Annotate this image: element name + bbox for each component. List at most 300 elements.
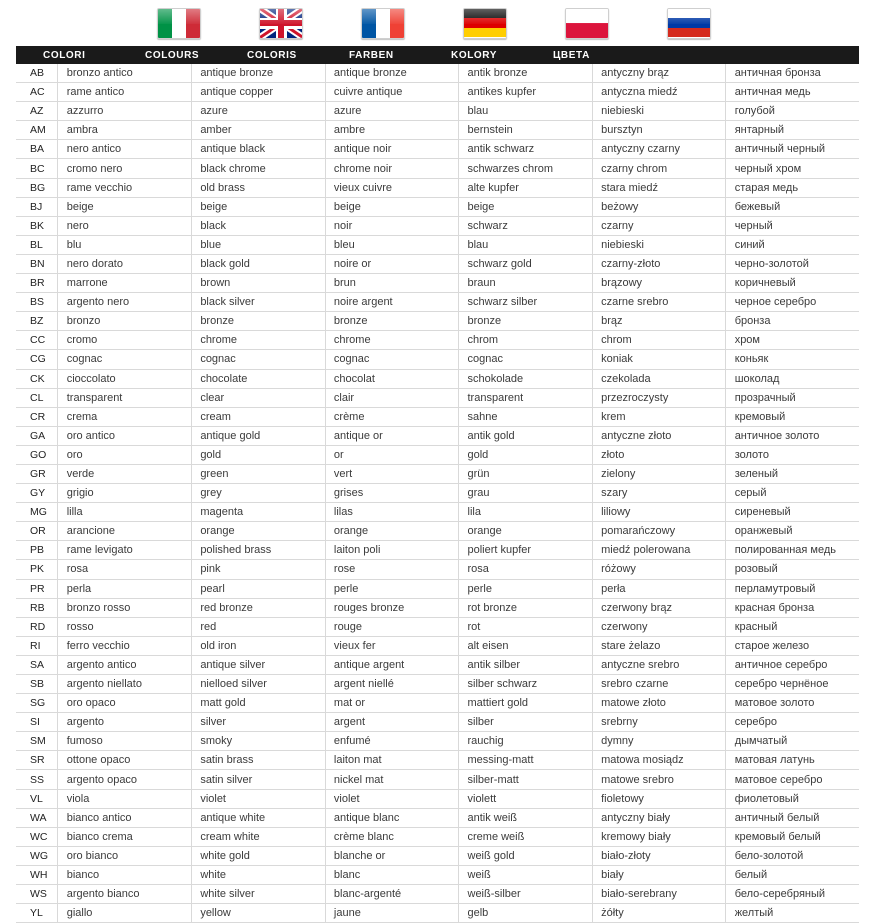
color-name-french: antique or bbox=[327, 426, 459, 445]
color-name-polish: biało-złoty bbox=[594, 846, 726, 865]
color-name-french: antique argent bbox=[327, 655, 459, 674]
table-row bbox=[16, 904, 859, 923]
color-name-polish: matowe złoto bbox=[594, 694, 726, 713]
color-name-french: bleu bbox=[327, 235, 459, 254]
color-name-english: satin brass bbox=[193, 751, 325, 770]
color-name-german: antikes kupfer bbox=[461, 83, 593, 102]
color-name-russian: античное золото bbox=[728, 426, 859, 445]
color-name-french: jaune bbox=[327, 904, 459, 923]
table-row bbox=[16, 617, 859, 636]
color-name-english: antique bronze bbox=[193, 64, 325, 83]
color-name-russian: коричневый bbox=[728, 274, 859, 293]
color-name-french: antique noir bbox=[327, 140, 459, 159]
color-code: SA bbox=[16, 655, 58, 674]
color-name-polish: złoto bbox=[594, 445, 726, 464]
color-name-italian: rame vecchio bbox=[60, 178, 192, 197]
color-name-polish: srebro czarne bbox=[594, 675, 726, 694]
color-name-polish: bursztyn bbox=[594, 121, 726, 140]
color-name-english: magenta bbox=[193, 503, 325, 522]
color-code: BR bbox=[16, 274, 58, 293]
table-row bbox=[16, 254, 859, 273]
color-name-italian: bianco antico bbox=[60, 808, 192, 827]
color-code: BZ bbox=[16, 312, 58, 331]
table-row bbox=[16, 713, 859, 732]
color-name-german: perle bbox=[461, 579, 593, 598]
color-name-english: old brass bbox=[193, 178, 325, 197]
color-name-english: grey bbox=[193, 484, 325, 503]
color-name-german: blau bbox=[461, 235, 593, 254]
color-name-italian: rame levigato bbox=[60, 541, 192, 560]
color-name-polish: antyczny biały bbox=[594, 808, 726, 827]
color-name-english: matt gold bbox=[193, 694, 325, 713]
color-name-polish: czarny bbox=[594, 216, 726, 235]
color-name-polish: koniak bbox=[594, 350, 726, 369]
table-row bbox=[16, 732, 859, 751]
color-name-german: schokolade bbox=[461, 369, 593, 388]
color-name-russian: матовое серебро bbox=[728, 770, 859, 789]
color-name-german: grün bbox=[461, 464, 593, 483]
flag-cell-germany bbox=[434, 0, 536, 46]
header-kolory: KOLORY bbox=[451, 49, 498, 61]
color-name-italian: cromo nero bbox=[60, 159, 192, 178]
color-name-french: beige bbox=[327, 197, 459, 216]
color-code: SI bbox=[16, 713, 58, 732]
color-code: GR bbox=[16, 464, 58, 483]
color-name-german: poliert kupfer bbox=[461, 541, 593, 560]
table-row bbox=[16, 445, 859, 464]
color-name-german: schwarz bbox=[461, 216, 593, 235]
color-code: VL bbox=[16, 789, 58, 808]
flag-cell-italy bbox=[128, 0, 230, 46]
color-name-english: cognac bbox=[193, 350, 325, 369]
color-name-russian: серебро чернёное bbox=[728, 675, 859, 694]
color-name-italian: crema bbox=[60, 407, 192, 426]
color-name-russian: прозрачный bbox=[728, 388, 859, 407]
table-row bbox=[16, 216, 859, 235]
color-name-french: clair bbox=[327, 388, 459, 407]
color-name-italian: ferro vecchio bbox=[60, 636, 192, 655]
color-name-french: noire or bbox=[327, 254, 459, 273]
color-name-polish: stare żelazo bbox=[594, 636, 726, 655]
color-name-polish: czarny chrom bbox=[594, 159, 726, 178]
color-name-german: schwarz gold bbox=[461, 254, 593, 273]
flag-cell-france bbox=[332, 0, 434, 46]
color-name-russian: дымчатый bbox=[728, 732, 859, 751]
color-name-german: alte kupfer bbox=[461, 178, 593, 197]
color-name-italian: oro bbox=[60, 445, 192, 464]
color-name-russian: голубой bbox=[728, 102, 859, 121]
color-name-german: rot bbox=[461, 617, 593, 636]
color-name-italian: azzurro bbox=[60, 102, 192, 121]
table-row bbox=[16, 808, 859, 827]
color-name-french: argent bbox=[327, 713, 459, 732]
color-name-english: white bbox=[193, 865, 325, 884]
color-name-german: sahne bbox=[461, 407, 593, 426]
table-row bbox=[16, 770, 859, 789]
color-code: MG bbox=[16, 503, 58, 522]
color-name-german: blau bbox=[461, 102, 593, 121]
color-name-english: cream bbox=[193, 407, 325, 426]
color-name-polish: zielony bbox=[594, 464, 726, 483]
color-name-italian: viola bbox=[60, 789, 192, 808]
color-name-polish: czerwony brąz bbox=[594, 598, 726, 617]
color-name-english: cream white bbox=[193, 827, 325, 846]
table-row bbox=[16, 178, 859, 197]
france-flag-icon bbox=[361, 8, 405, 39]
color-name-german: silber bbox=[461, 713, 593, 732]
color-code: CG bbox=[16, 350, 58, 369]
color-name-russian: античный черный bbox=[728, 140, 859, 159]
color-name-polish: niebieski bbox=[594, 235, 726, 254]
colors-table bbox=[16, 64, 859, 923]
color-name-german: cognac bbox=[461, 350, 593, 369]
color-name-french: or bbox=[327, 445, 459, 464]
color-name-russian: черный хром bbox=[728, 159, 859, 178]
color-name-russian: античное серебро bbox=[728, 655, 859, 674]
table-row bbox=[16, 293, 859, 312]
color-name-french: antique bronze bbox=[327, 64, 459, 83]
color-name-french: laiton mat bbox=[327, 751, 459, 770]
color-name-russian: черный bbox=[728, 216, 859, 235]
color-name-italian: cioccolato bbox=[60, 369, 192, 388]
color-name-italian: argento niellato bbox=[60, 675, 192, 694]
table-row bbox=[16, 694, 859, 713]
color-name-french: argent niellé bbox=[327, 675, 459, 694]
color-name-german: transparent bbox=[461, 388, 593, 407]
color-code: GY bbox=[16, 484, 58, 503]
color-name-polish: antyczny brąz bbox=[594, 64, 726, 83]
color-name-italian: transparent bbox=[60, 388, 192, 407]
color-name-russian: бело-золотой bbox=[728, 846, 859, 865]
color-name-polish: dymny bbox=[594, 732, 726, 751]
color-name-russian: черное серебро bbox=[728, 293, 859, 312]
color-name-english: white silver bbox=[193, 885, 325, 904]
color-name-french: orange bbox=[327, 522, 459, 541]
color-name-polish: przezroczysty bbox=[594, 388, 726, 407]
table-row bbox=[16, 751, 859, 770]
color-name-french: crème blanc bbox=[327, 827, 459, 846]
color-name-italian: argento antico bbox=[60, 655, 192, 674]
color-name-russian: фиолетовый bbox=[728, 789, 859, 808]
color-code: WH bbox=[16, 865, 58, 884]
header-colours: COLOURS bbox=[145, 49, 200, 61]
color-name-german: alt eisen bbox=[461, 636, 593, 655]
table-row bbox=[16, 827, 859, 846]
color-name-english: chrome bbox=[193, 331, 325, 350]
color-code: BL bbox=[16, 235, 58, 254]
table-row bbox=[16, 312, 859, 331]
color-name-english: silver bbox=[193, 713, 325, 732]
table-row bbox=[16, 350, 859, 369]
table-row bbox=[16, 83, 859, 102]
color-name-russian: белый bbox=[728, 865, 859, 884]
color-name-polish: perła bbox=[594, 579, 726, 598]
color-name-russian: черно-золотой bbox=[728, 254, 859, 273]
color-name-german: violett bbox=[461, 789, 593, 808]
color-name-french: rose bbox=[327, 560, 459, 579]
color-name-italian: blu bbox=[60, 235, 192, 254]
color-name-english: white gold bbox=[193, 846, 325, 865]
color-name-italian: argento bianco bbox=[60, 885, 192, 904]
color-name-italian: rosso bbox=[60, 617, 192, 636]
table-row bbox=[16, 598, 859, 617]
italy-flag-icon bbox=[157, 8, 201, 39]
flag-cell-poland bbox=[536, 0, 638, 46]
color-name-polish: krem bbox=[594, 407, 726, 426]
color-name-french: enfumé bbox=[327, 732, 459, 751]
color-name-russian: розовый bbox=[728, 560, 859, 579]
table-row bbox=[16, 579, 859, 598]
color-name-russian: перламутровый bbox=[728, 579, 859, 598]
header-coloris: COLORIS bbox=[247, 49, 297, 61]
color-code: WA bbox=[16, 808, 58, 827]
color-name-german: orange bbox=[461, 522, 593, 541]
color-code: BJ bbox=[16, 197, 58, 216]
color-code: GA bbox=[16, 426, 58, 445]
color-name-english: antique white bbox=[193, 808, 325, 827]
color-code: WS bbox=[16, 885, 58, 904]
table-row bbox=[16, 235, 859, 254]
color-name-german: weiß bbox=[461, 865, 593, 884]
color-name-italian: arancione bbox=[60, 522, 192, 541]
color-name-polish: czarne srebro bbox=[594, 293, 726, 312]
color-name-russian: синий bbox=[728, 235, 859, 254]
color-name-italian: perla bbox=[60, 579, 192, 598]
header-cveta: ЦВЕТА bbox=[553, 49, 590, 61]
color-name-french: mat or bbox=[327, 694, 459, 713]
color-name-italian: beige bbox=[60, 197, 192, 216]
header-colori: COLORI bbox=[43, 49, 86, 61]
color-code: SB bbox=[16, 675, 58, 694]
color-code: SM bbox=[16, 732, 58, 751]
color-name-italian: nero dorato bbox=[60, 254, 192, 273]
color-code: BG bbox=[16, 178, 58, 197]
color-name-english: old iron bbox=[193, 636, 325, 655]
color-name-russian: старое железо bbox=[728, 636, 859, 655]
color-name-italian: giallo bbox=[60, 904, 192, 923]
color-name-french: lilas bbox=[327, 503, 459, 522]
color-name-polish: czekolada bbox=[594, 369, 726, 388]
color-code: CK bbox=[16, 369, 58, 388]
color-name-french: brun bbox=[327, 274, 459, 293]
table-row bbox=[16, 560, 859, 579]
color-name-italian: argento nero bbox=[60, 293, 192, 312]
table-row bbox=[16, 541, 859, 560]
color-name-russian: кремовый белый bbox=[728, 827, 859, 846]
color-name-english: bronze bbox=[193, 312, 325, 331]
color-name-french: chocolat bbox=[327, 369, 459, 388]
color-code: BS bbox=[16, 293, 58, 312]
color-name-italian: ottone opaco bbox=[60, 751, 192, 770]
color-name-russian: античный белый bbox=[728, 808, 859, 827]
table-row bbox=[16, 407, 859, 426]
color-name-italian: nero antico bbox=[60, 140, 192, 159]
color-name-french: bronze bbox=[327, 312, 459, 331]
color-name-english: red bbox=[193, 617, 325, 636]
color-name-french: violet bbox=[327, 789, 459, 808]
color-name-italian: lilla bbox=[60, 503, 192, 522]
color-code: PR bbox=[16, 579, 58, 598]
color-name-english: beige bbox=[193, 197, 325, 216]
table-row bbox=[16, 102, 859, 121]
color-name-english: black bbox=[193, 216, 325, 235]
color-name-german: creme weiß bbox=[461, 827, 593, 846]
color-name-english: green bbox=[193, 464, 325, 483]
color-name-english: antique gold bbox=[193, 426, 325, 445]
color-name-polish: żółty bbox=[594, 904, 726, 923]
color-name-russian: хром bbox=[728, 331, 859, 350]
color-name-french: noire argent bbox=[327, 293, 459, 312]
color-name-polish: brąz bbox=[594, 312, 726, 331]
color-name-english: antique silver bbox=[193, 655, 325, 674]
color-name-russian: оранжевый bbox=[728, 522, 859, 541]
color-name-english: orange bbox=[193, 522, 325, 541]
table-row bbox=[16, 274, 859, 293]
color-name-german: messing-matt bbox=[461, 751, 593, 770]
color-name-french: antique blanc bbox=[327, 808, 459, 827]
color-name-polish: brązowy bbox=[594, 274, 726, 293]
color-code: PK bbox=[16, 560, 58, 579]
color-name-german: antik silber bbox=[461, 655, 593, 674]
color-name-german: chrom bbox=[461, 331, 593, 350]
color-name-english: gold bbox=[193, 445, 325, 464]
color-code: AC bbox=[16, 83, 58, 102]
table-row bbox=[16, 426, 859, 445]
color-name-italian: bronzo rosso bbox=[60, 598, 192, 617]
color-name-french: vieux fer bbox=[327, 636, 459, 655]
color-code: GO bbox=[16, 445, 58, 464]
color-name-english: amber bbox=[193, 121, 325, 140]
color-name-french: rouge bbox=[327, 617, 459, 636]
color-name-french: cognac bbox=[327, 350, 459, 369]
color-name-english: smoky bbox=[193, 732, 325, 751]
color-name-polish: biały bbox=[594, 865, 726, 884]
color-name-french: cuivre antique bbox=[327, 83, 459, 102]
color-name-english: black gold bbox=[193, 254, 325, 273]
color-name-italian: argento opaco bbox=[60, 770, 192, 789]
germany-flag-icon bbox=[463, 8, 507, 39]
color-name-english: satin silver bbox=[193, 770, 325, 789]
color-name-italian: nero bbox=[60, 216, 192, 235]
color-name-russian: античная медь bbox=[728, 83, 859, 102]
color-name-polish: niebieski bbox=[594, 102, 726, 121]
color-code: RI bbox=[16, 636, 58, 655]
color-name-german: silber schwarz bbox=[461, 675, 593, 694]
table-row bbox=[16, 655, 859, 674]
color-name-polish: antyczne złoto bbox=[594, 426, 726, 445]
color-name-french: perle bbox=[327, 579, 459, 598]
color-name-polish: szary bbox=[594, 484, 726, 503]
color-name-polish: fioletowy bbox=[594, 789, 726, 808]
color-name-italian: bianco bbox=[60, 865, 192, 884]
color-name-german: rot bronze bbox=[461, 598, 593, 617]
color-name-german: braun bbox=[461, 274, 593, 293]
color-name-french: ambre bbox=[327, 121, 459, 140]
color-name-english: blue bbox=[193, 235, 325, 254]
color-name-russian: матовое золото bbox=[728, 694, 859, 713]
color-code: RB bbox=[16, 598, 58, 617]
color-name-english: azure bbox=[193, 102, 325, 121]
color-code: SS bbox=[16, 770, 58, 789]
color-name-english: violet bbox=[193, 789, 325, 808]
color-name-russian: янтарный bbox=[728, 121, 859, 140]
color-name-polish: miedź polerowana bbox=[594, 541, 726, 560]
color-name-english: brown bbox=[193, 274, 325, 293]
color-name-russian: античная бронза bbox=[728, 64, 859, 83]
color-name-italian: oro opaco bbox=[60, 694, 192, 713]
color-name-german: beige bbox=[461, 197, 593, 216]
table-header-bar bbox=[16, 46, 859, 64]
color-name-german: silber-matt bbox=[461, 770, 593, 789]
color-name-russian: матовая латунь bbox=[728, 751, 859, 770]
color-name-russian: желтый bbox=[728, 904, 859, 923]
color-name-russian: бежевый bbox=[728, 197, 859, 216]
color-name-german: weiß gold bbox=[461, 846, 593, 865]
color-code: AZ bbox=[16, 102, 58, 121]
color-name-italian: ambra bbox=[60, 121, 192, 140]
table-row bbox=[16, 484, 859, 503]
color-name-english: antique copper bbox=[193, 83, 325, 102]
color-name-english: pink bbox=[193, 560, 325, 579]
color-name-italian: marrone bbox=[60, 274, 192, 293]
color-name-english: clear bbox=[193, 388, 325, 407]
color-name-russian: полированная медь bbox=[728, 541, 859, 560]
russia-flag-icon bbox=[667, 8, 711, 39]
color-code: WC bbox=[16, 827, 58, 846]
color-code: CR bbox=[16, 407, 58, 426]
color-code: BA bbox=[16, 140, 58, 159]
color-name-polish: czarny-złoto bbox=[594, 254, 726, 273]
color-name-russian: красный bbox=[728, 617, 859, 636]
color-name-polish: antyczna miedź bbox=[594, 83, 726, 102]
color-name-russian: бело-серебряный bbox=[728, 885, 859, 904]
color-name-english: pearl bbox=[193, 579, 325, 598]
color-name-polish: stara miedź bbox=[594, 178, 726, 197]
color-code: CC bbox=[16, 331, 58, 350]
color-name-italian: bronzo antico bbox=[60, 64, 192, 83]
uk-flag-icon bbox=[259, 8, 303, 39]
color-code: WG bbox=[16, 846, 58, 865]
color-name-german: antik weiß bbox=[461, 808, 593, 827]
flag-cell-russia bbox=[638, 0, 740, 46]
color-name-german: bernstein bbox=[461, 121, 593, 140]
color-code: OR bbox=[16, 522, 58, 541]
color-name-russian: серый bbox=[728, 484, 859, 503]
color-name-french: azure bbox=[327, 102, 459, 121]
color-name-german: mattiert gold bbox=[461, 694, 593, 713]
color-code: BN bbox=[16, 254, 58, 273]
table-row bbox=[16, 846, 859, 865]
color-name-polish: beżowy bbox=[594, 197, 726, 216]
color-name-italian: bianco crema bbox=[60, 827, 192, 846]
color-name-polish: pomarańczowy bbox=[594, 522, 726, 541]
color-name-polish: matowe srebro bbox=[594, 770, 726, 789]
color-name-french: rouges bronze bbox=[327, 598, 459, 617]
color-name-italian: verde bbox=[60, 464, 192, 483]
color-name-german: lila bbox=[461, 503, 593, 522]
color-name-french: crème bbox=[327, 407, 459, 426]
color-name-polish: czerwony bbox=[594, 617, 726, 636]
table-row bbox=[16, 140, 859, 159]
color-code: AB bbox=[16, 64, 58, 83]
color-name-italian: grigio bbox=[60, 484, 192, 503]
color-name-italian: rosa bbox=[60, 560, 192, 579]
color-name-polish: chrom bbox=[594, 331, 726, 350]
color-name-french: grises bbox=[327, 484, 459, 503]
color-code: YL bbox=[16, 904, 58, 923]
color-name-polish: matowa mosiądz bbox=[594, 751, 726, 770]
poland-flag-icon bbox=[565, 8, 609, 39]
